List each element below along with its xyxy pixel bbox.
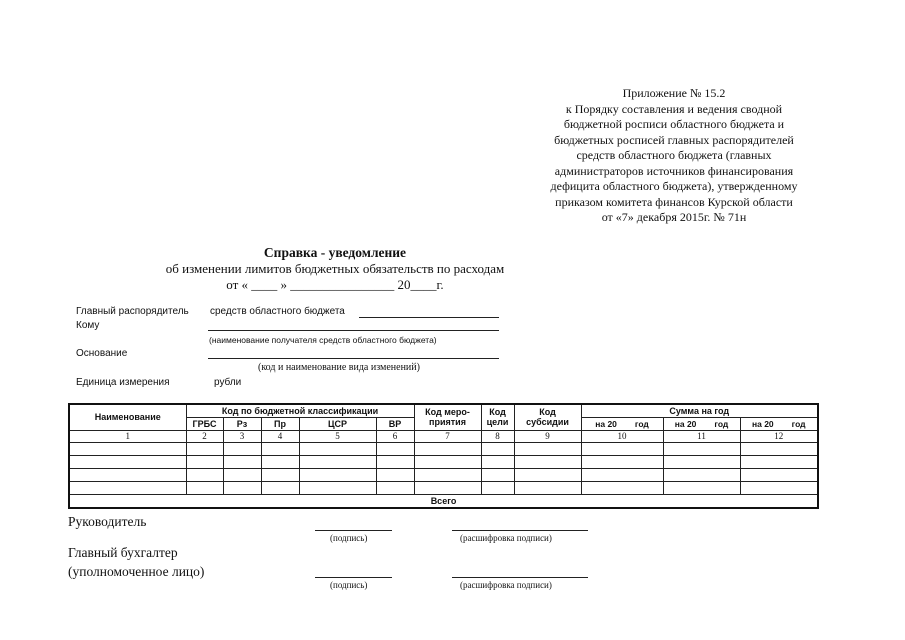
- table-cell[interactable]: [186, 442, 223, 455]
- authorized-person-label: (уполномоченное лицо): [68, 564, 205, 579]
- grbs-header: ГРБС: [186, 417, 223, 430]
- table-cell[interactable]: [186, 481, 223, 494]
- year-3-header: [740, 417, 818, 430]
- table-cell[interactable]: [740, 481, 818, 494]
- column-number: 11: [663, 430, 740, 442]
- accountant-decoding-hint: (расшифровка подписи): [460, 580, 552, 590]
- table-cell[interactable]: [481, 468, 514, 481]
- activity-code-header: [414, 404, 481, 430]
- table-cell[interactable]: [663, 468, 740, 481]
- table-cell[interactable]: [514, 481, 581, 494]
- table-cell[interactable]: [740, 455, 818, 468]
- column-number: 10: [581, 430, 663, 442]
- appendix-line: Приложение № 15.2: [622, 86, 726, 100]
- to-label: Кому: [76, 320, 100, 331]
- table-cell[interactable]: [299, 481, 376, 494]
- table-cell[interactable]: [481, 481, 514, 494]
- table-cell[interactable]: [663, 481, 740, 494]
- accountant-signature-line[interactable]: [315, 577, 392, 578]
- name-header: Наименование: [69, 404, 186, 430]
- table-cell[interactable]: [740, 468, 818, 481]
- table-cell[interactable]: [69, 455, 186, 468]
- recipient-line[interactable]: [208, 330, 499, 331]
- table-cell[interactable]: [299, 455, 376, 468]
- appendix-line: администраторов источников финансирования: [554, 163, 794, 178]
- table-cell[interactable]: [261, 481, 299, 494]
- table-cell[interactable]: [414, 468, 481, 481]
- appendix-line: бюджетных росписей главных распорядителей: [554, 132, 794, 147]
- total-label: Всего: [69, 494, 818, 508]
- subsidy-code-header: [514, 404, 581, 430]
- activity-code-header-line: Код меро-: [425, 407, 470, 418]
- appendix-line: приказом комитета финансов Курской области: [555, 194, 793, 209]
- vr-header: ВР: [376, 417, 414, 430]
- basis-line[interactable]: [208, 358, 499, 359]
- table-cell[interactable]: [740, 442, 818, 455]
- table-cell[interactable]: [223, 468, 261, 481]
- appendix-line: к Порядку составления и ведения сводной: [565, 101, 783, 116]
- appendix-line: средств областного бюджета (главных: [576, 148, 772, 162]
- document-title: Справка - уведомление: [263, 245, 407, 260]
- table-cell[interactable]: [261, 442, 299, 455]
- document-title-block: [140, 244, 530, 293]
- unit-value: рубли: [214, 377, 242, 388]
- target-code-header-line: цели: [486, 417, 509, 428]
- unit-label: Единица измерения: [76, 377, 170, 388]
- appendix-line: дефицита областного бюджета), утвержденному: [550, 179, 798, 193]
- table-cell[interactable]: [663, 455, 740, 468]
- head-signature-line[interactable]: [315, 530, 392, 531]
- date-line: от « ____ » ________________ 20____г.: [226, 277, 444, 292]
- table-cell[interactable]: [581, 481, 663, 494]
- table-cell[interactable]: [376, 442, 414, 455]
- column-number-row: [69, 430, 818, 442]
- table-cell[interactable]: [414, 442, 481, 455]
- table-cell[interactable]: [223, 481, 261, 494]
- accountant-signature-hint: (подпись): [330, 580, 368, 590]
- csr-header: ЦСР: [299, 417, 376, 430]
- subsidy-code-header-line: субсидии: [526, 417, 569, 428]
- document-subtitle: об изменении лимитов бюджетных обязательств по расходам: [165, 261, 505, 276]
- year-suffix: год: [714, 418, 729, 429]
- year-1-header: [581, 417, 663, 430]
- table-cell[interactable]: [69, 481, 186, 494]
- main-distributor-label: Главный распорядитель: [76, 306, 189, 317]
- table-cell[interactable]: [69, 468, 186, 481]
- year-prefix: на 20: [751, 418, 774, 429]
- column-number: 4: [261, 430, 299, 442]
- column-number: 1: [69, 430, 186, 442]
- total-row: [69, 494, 818, 508]
- table-cell[interactable]: [581, 468, 663, 481]
- year-prefix: на 20: [674, 418, 697, 429]
- table-cell[interactable]: [299, 468, 376, 481]
- table-row: [69, 442, 818, 455]
- table-cell[interactable]: [186, 455, 223, 468]
- table-cell[interactable]: [581, 442, 663, 455]
- table-cell[interactable]: [186, 468, 223, 481]
- main-distributor-line[interactable]: [359, 317, 499, 318]
- table-cell[interactable]: [581, 455, 663, 468]
- table-cell[interactable]: [261, 455, 299, 468]
- table-cell[interactable]: [69, 442, 186, 455]
- table-cell[interactable]: [376, 455, 414, 468]
- pr-header: Пр: [261, 417, 299, 430]
- subsidy-code-header-line: Код: [539, 407, 556, 418]
- head-decoding-line[interactable]: [452, 530, 588, 531]
- column-number: 7: [414, 430, 481, 442]
- head-signature-hint: (подпись): [330, 533, 368, 543]
- basis-hint: (код и наименование вида изменений): [258, 362, 420, 373]
- table-cell[interactable]: [414, 455, 481, 468]
- limits-table: [68, 403, 819, 509]
- accountant-label: Главный бухгалтер: [68, 545, 178, 560]
- table-cell[interactable]: [481, 455, 514, 468]
- table-cell[interactable]: [514, 468, 581, 481]
- main-distributor-value: средств областного бюджета: [210, 306, 345, 317]
- accountant-decoding-line[interactable]: [452, 577, 588, 578]
- table-cell[interactable]: [299, 442, 376, 455]
- year-suffix: год: [791, 418, 806, 429]
- head-decoding-hint: (расшифровка подписи): [460, 533, 552, 543]
- table-cell[interactable]: [376, 468, 414, 481]
- appendix-note: [540, 86, 808, 226]
- appendix-line: от «7» декабря 2015г. № 71н: [601, 210, 747, 224]
- table-cell[interactable]: [261, 468, 299, 481]
- head-label: Руководитель: [68, 514, 147, 529]
- target-code-header: [481, 404, 514, 430]
- activity-code-header-line: приятия: [429, 417, 466, 428]
- column-number: 5: [299, 430, 376, 442]
- table-cell[interactable]: [414, 481, 481, 494]
- column-number: 9: [514, 430, 581, 442]
- year-prefix: на 20: [595, 418, 617, 429]
- basis-label: Основание: [76, 348, 128, 359]
- table-cell[interactable]: [223, 442, 261, 455]
- column-number: 12: [740, 430, 818, 442]
- rz-header: Рз: [223, 417, 261, 430]
- table-cell[interactable]: [223, 455, 261, 468]
- year-2-header: [663, 417, 740, 430]
- column-number: 8: [481, 430, 514, 442]
- table-row: [69, 481, 818, 494]
- table-cell[interactable]: [481, 442, 514, 455]
- column-number: 6: [376, 430, 414, 442]
- table-cell[interactable]: [514, 455, 581, 468]
- column-number: 3: [223, 430, 261, 442]
- classification-header: Код по бюджетной классификации: [186, 404, 414, 417]
- recipient-hint: (наименование получателя средств областного бюджета): [209, 335, 437, 345]
- table-cell[interactable]: [376, 481, 414, 494]
- target-code-header-line: Код: [489, 407, 506, 418]
- appendix-line: бюджетной росписи областного бюджета и: [563, 117, 785, 131]
- column-number: 2: [186, 430, 223, 442]
- table-row: [69, 455, 818, 468]
- table-row: [69, 468, 818, 481]
- table-cell[interactable]: [663, 442, 740, 455]
- table-cell[interactable]: [514, 442, 581, 455]
- year-suffix: год: [634, 418, 649, 429]
- amount-header: Сумма на год: [581, 404, 818, 417]
